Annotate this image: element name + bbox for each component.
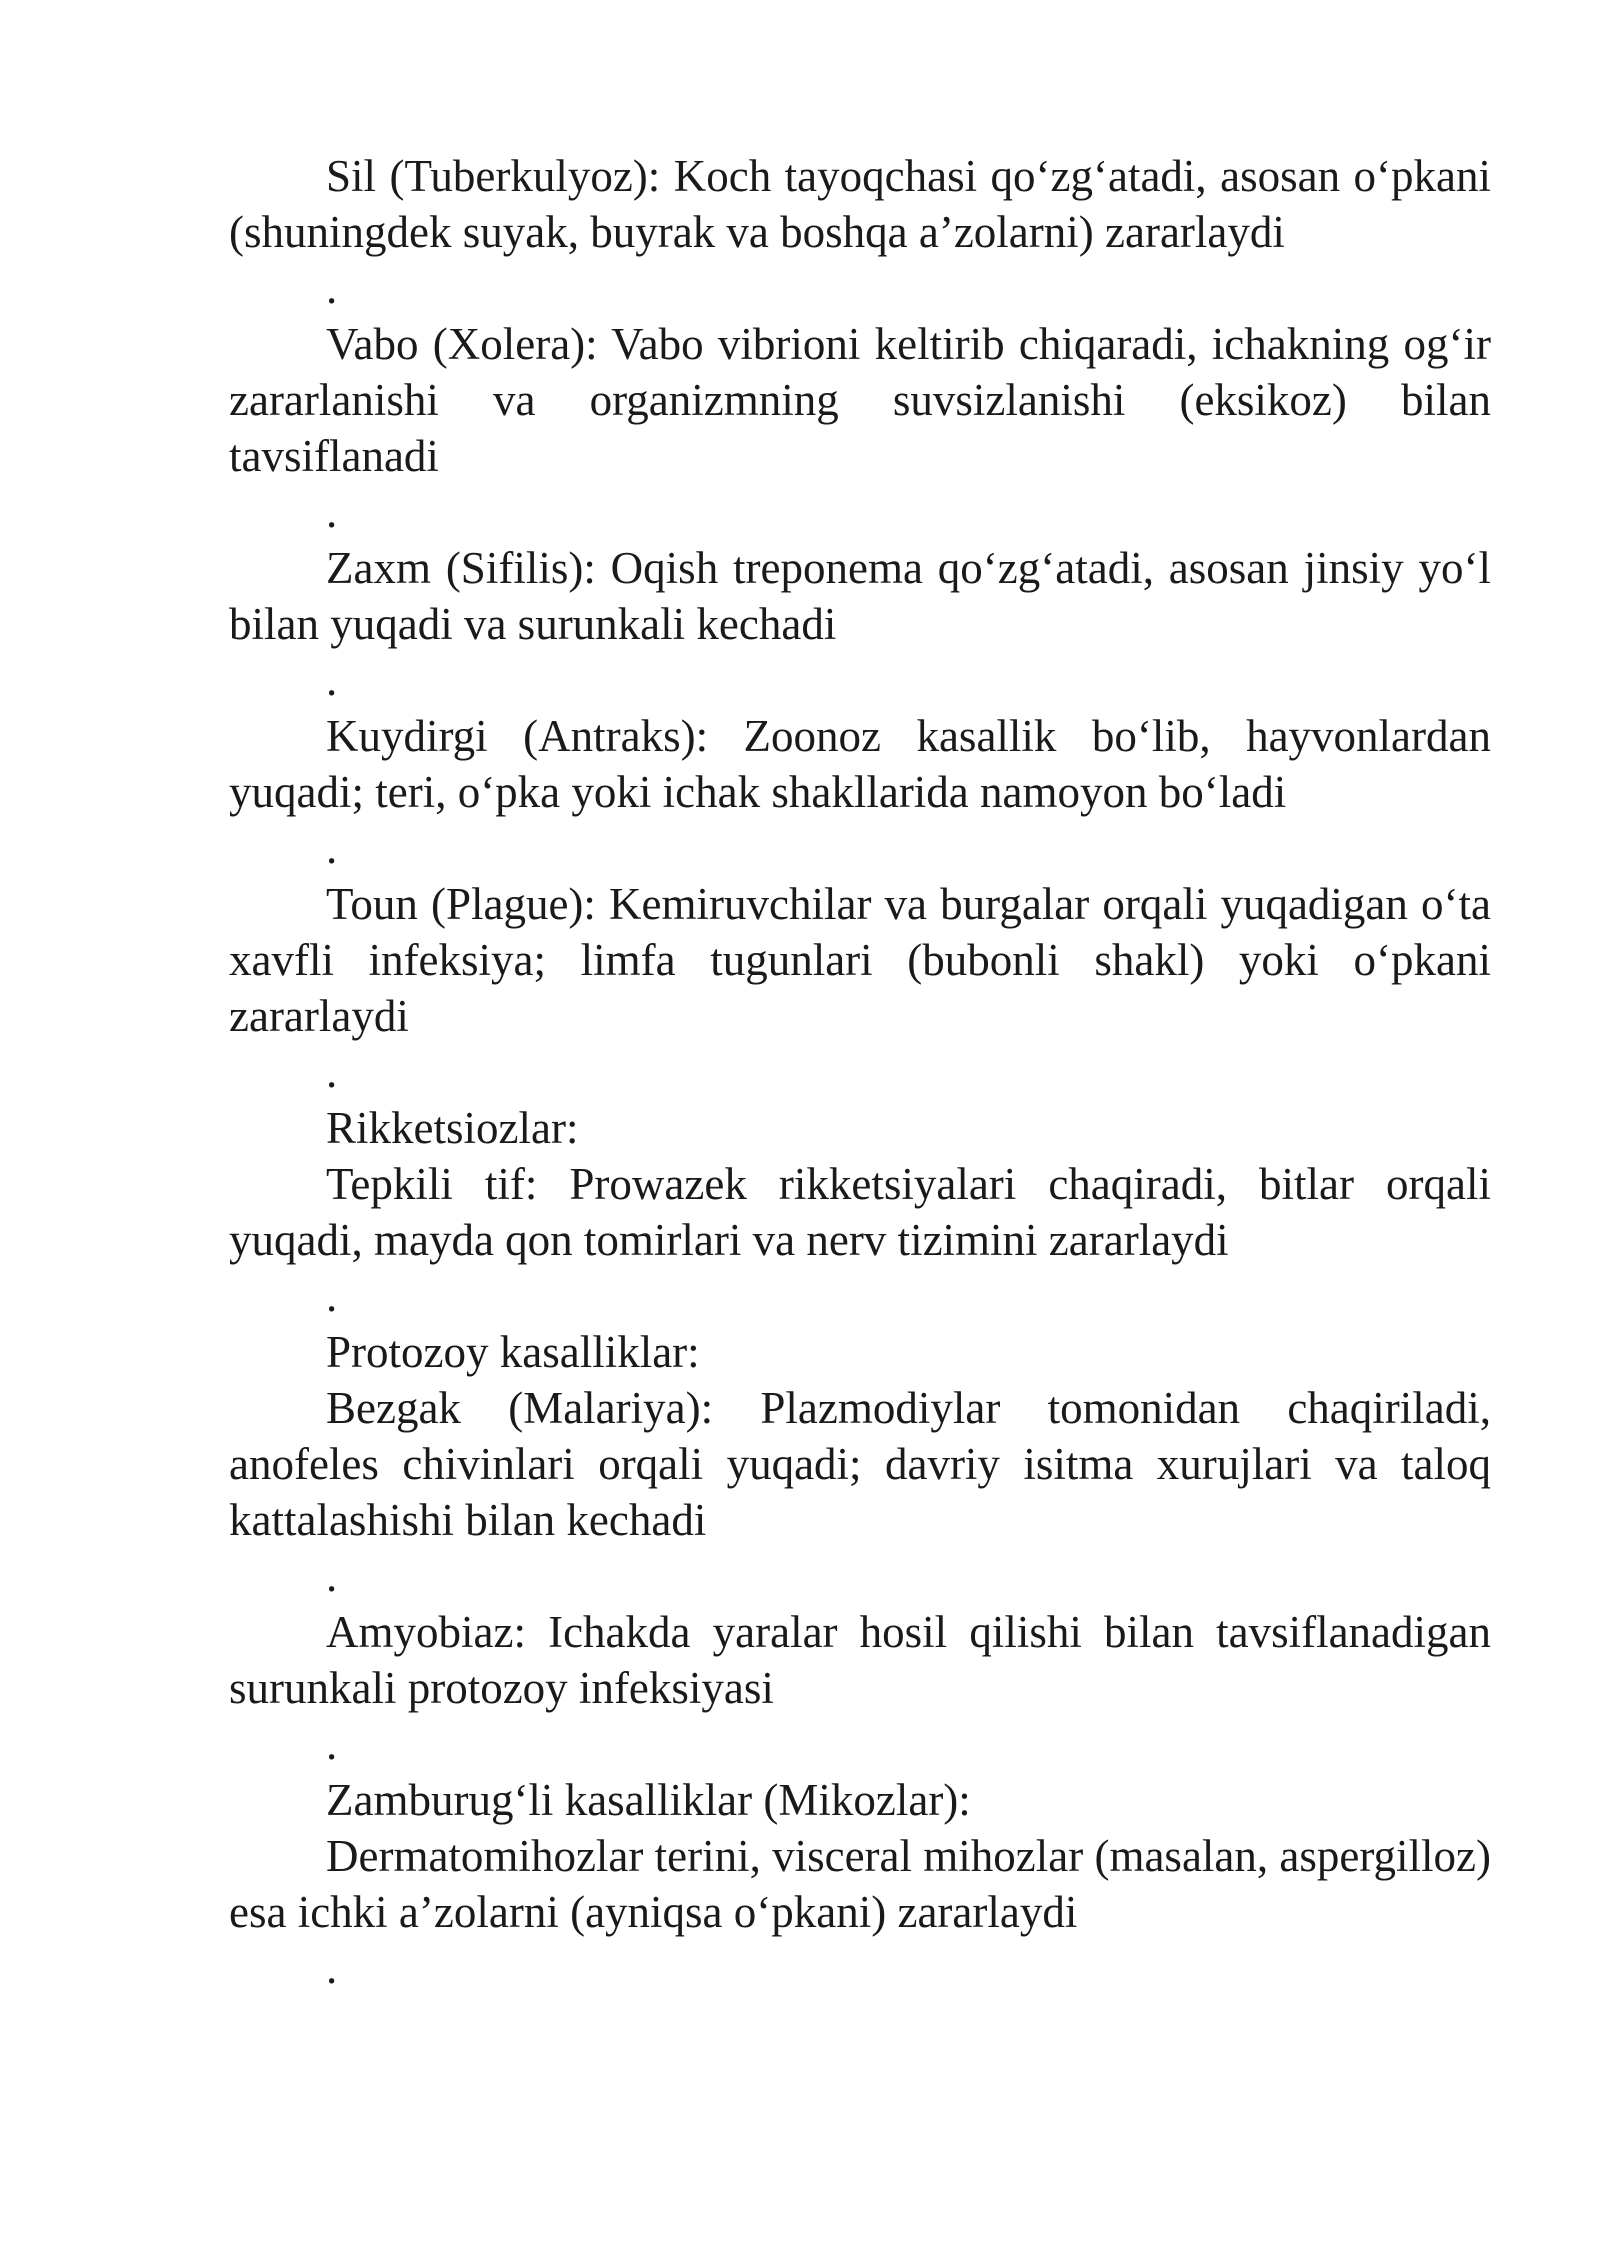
entry-separator-dot: . — [326, 1943, 338, 1993]
entry-malaria: Bezgak (Malariya): Plazmodiylar tomonidan chaqiriladi, anofeles chivinlari orqali yuqadi; davriy isitma xurujlari va taloq kattalashishi bilan kechadi — [229, 1383, 1491, 1545]
entry-separator-dot: . — [326, 655, 338, 705]
section-heading-mycoses: Zamburug‘li kasalliklar (Mikozlar): — [326, 1775, 971, 1825]
entry-tuberculosis: Sil (Tuberkulyoz): Koch tayoqchasi qo‘zg‘atadi, asosan o‘pkani (shuningdek suyak, buyrak va boshqa a’zolarni) zararlaydi — [229, 151, 1491, 257]
entry-separator-dot: . — [326, 263, 338, 313]
entry-separator-dot: . — [326, 1047, 338, 1097]
entry-separator-dot: . — [326, 1551, 338, 1601]
entry-separator-dot: . — [326, 1271, 338, 1321]
entry-separator-dot: . — [326, 823, 338, 873]
entry-separator-dot: . — [326, 487, 338, 537]
entry-plague: Toun (Plague): Kemiruvchilar va burgalar orqali yuqadigan o‘ta xavfli infeksiya; limfa tugunlari (bubonli shakl) yoki o‘pkani zararlaydi — [229, 879, 1491, 1041]
entry-mycoses: Dermatomihozlar terini, visceral mihozlar (masalan, aspergilloz) esa ichki a’zolarni (ayniqsa o‘pkani) zararlaydi — [229, 1831, 1491, 1937]
entry-amoebiasis: Amyobiaz: Ichakda yaralar hosil qilishi bilan tavsiflanadigan surunkali protozoy infeksiyasi — [229, 1607, 1491, 1713]
section-heading-rickettsioses: Rikketsiozlar: — [326, 1103, 579, 1153]
entry-separator-dot: . — [326, 1719, 338, 1769]
entry-cholera: Vabo (Xolera): Vabo vibrioni keltirib chiqaradi, ichakning og‘ir zararlanishi va organizmning suvsizlanishi (eksikoz) bilan tavsiflanadi — [229, 319, 1491, 481]
entry-anthrax: Kuydirgi (Antraks): Zoonoz kasallik bo‘lib, hayvonlardan yuqadi; teri, o‘pka yoki ichak shakllarida namoyon bo‘ladi — [229, 711, 1491, 817]
entry-typhus: Tepkili tif: Prowazek rikketsiyalari chaqiradi, bitlar orqali yuqadi, mayda qon tomirlari va nerv tizimini zararlaydi — [229, 1159, 1491, 1265]
section-heading-protozoal: Protozoy kasalliklar: — [326, 1327, 700, 1377]
document-page — [229, 148, 1491, 1996]
entry-syphilis: Zaxm (Sifilis): Oqish treponema qo‘zg‘atadi, asosan jinsiy yo‘l bilan yuqadi va surunkali kechadi — [229, 543, 1491, 649]
